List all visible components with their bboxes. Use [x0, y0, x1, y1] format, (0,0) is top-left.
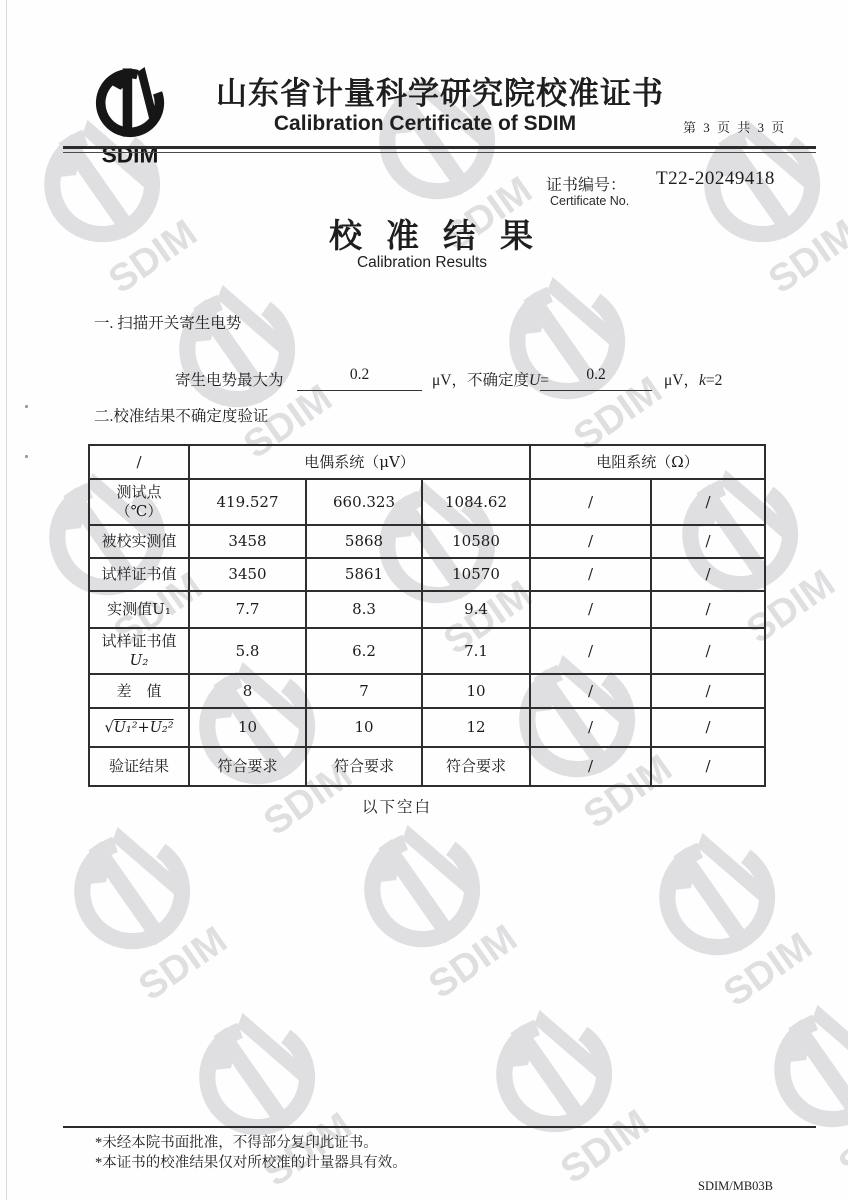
footer-rule: [63, 1126, 816, 1128]
below-blank-note: 以下空白: [361, 799, 432, 816]
cell: 10: [306, 708, 422, 747]
row-label: 验证结果: [89, 747, 189, 786]
cell: 12: [422, 708, 530, 747]
table-row: [89, 558, 765, 591]
equals-text: =: [540, 372, 549, 389]
table-row: [89, 479, 765, 525]
table-row: [89, 747, 765, 786]
cell: /: [530, 479, 651, 525]
cell: /: [651, 591, 765, 628]
header-rule-thin: [63, 152, 816, 153]
scan-speck: [25, 455, 28, 458]
k-symbol: k: [699, 372, 706, 389]
row-label-formula: √U₁²+U₂²: [89, 708, 189, 747]
unit-text: μV，不确定度: [432, 372, 530, 389]
verification-table: [88, 444, 766, 787]
equals-text: =2: [705, 372, 723, 389]
sdim-watermark-icon: [725, 961, 848, 1200]
row-label: 实测值U₁: [89, 591, 189, 628]
cell: 10: [422, 674, 530, 708]
cell: /: [651, 525, 765, 558]
footer-note-1: *未经本院书面批准，不得部分复印此证书。: [95, 1135, 378, 1151]
cell: 符合要求: [422, 747, 530, 786]
cell: 8.3: [306, 591, 422, 628]
cell: /: [651, 479, 765, 525]
certificate-no-value: T22-20249418: [656, 168, 775, 189]
cell: /: [530, 558, 651, 591]
cell: 6.2: [306, 628, 422, 674]
cell: /: [530, 747, 651, 786]
cell: /: [530, 525, 651, 558]
institute-title-cn: 山东省计量科学研究院校准证书: [216, 76, 664, 111]
sdim-watermark-icon: [610, 789, 840, 1028]
certificate-no-label-en: Certificate No.: [550, 194, 630, 208]
cell: 5861: [306, 558, 422, 591]
cell: 419.527: [189, 479, 306, 525]
cell: 7: [306, 674, 422, 708]
cell: 9.4: [422, 591, 530, 628]
form-number: SDIM/MB03B: [698, 1179, 774, 1193]
parasitic-emf-prefix: 寄生电势最大为: [175, 372, 284, 389]
uncertainty-value: 0.2: [540, 362, 652, 391]
institute-title-en: Calibration Certificate of SDIM: [273, 112, 577, 135]
cell: /: [651, 558, 765, 591]
sdim-logo-icon: [86, 56, 174, 166]
table-row: [89, 674, 765, 708]
row-label: 测试点 （℃）: [89, 479, 189, 525]
cell: /: [530, 708, 651, 747]
table-row: [89, 628, 765, 674]
cell: 1084.62: [422, 479, 530, 525]
header-cell-resistance: 电阻系统（Ω）: [530, 445, 765, 479]
cell: /: [651, 628, 765, 674]
section1-heading: 一. 扫描开关寄生电势: [94, 315, 242, 332]
scan-speck: [25, 405, 28, 408]
cell: 符合要求: [306, 747, 422, 786]
cell: /: [530, 591, 651, 628]
sdim-watermark-icon: [447, 966, 677, 1200]
section2-heading: 二.校准结果不确定度验证: [94, 408, 269, 425]
cell: /: [651, 708, 765, 747]
u-symbol: U: [529, 372, 541, 389]
page-number: 第 3 页 共 3 页: [683, 120, 787, 135]
header-cell-thermocouple: 电偶系统（μV）: [189, 445, 530, 479]
cell: /: [530, 628, 651, 674]
cell: 5.8: [189, 628, 306, 674]
results-title-en: Calibration Results: [356, 254, 488, 271]
cell: 3450: [189, 558, 306, 591]
uncertainty-label: [432, 368, 549, 390]
row-label: 试样证书值: [89, 558, 189, 591]
row-label: 试样证书值 U₂: [89, 628, 189, 674]
footer-note-2: *本证书的校准结果仅对所校准的计量器具有效。: [95, 1155, 407, 1171]
parasitic-emf-value: 0.2: [297, 362, 422, 391]
cell: 660.323: [306, 479, 422, 525]
table-row: [89, 525, 765, 558]
certificate-no-label-cn: 证书编号：: [546, 177, 627, 194]
header-cell: /: [89, 445, 189, 479]
cell: 符合要求: [189, 747, 306, 786]
table-row: [89, 708, 765, 747]
cell: /: [651, 674, 765, 708]
cell: 8: [189, 674, 306, 708]
cell: 5868: [306, 525, 422, 558]
cell: 7.7: [189, 591, 306, 628]
cell: /: [651, 747, 765, 786]
cell: 7.1: [422, 628, 530, 674]
cell: 3458: [189, 525, 306, 558]
table-header-row: [89, 445, 765, 479]
cell: /: [530, 674, 651, 708]
cell: 10580: [422, 525, 530, 558]
unit-text: μV，: [664, 372, 700, 389]
row-label: 被校实测值: [89, 525, 189, 558]
sdim-watermark-icon: [25, 783, 255, 1022]
cell: 10570: [422, 558, 530, 591]
results-title-cn: 校准结果: [329, 217, 557, 254]
coverage-factor-label: [664, 368, 722, 390]
table-row: [89, 591, 765, 628]
row-label: 差 值: [89, 674, 189, 708]
header-rule-thick: [63, 146, 816, 149]
cell: 10: [189, 708, 306, 747]
scan-edge-line: [6, 0, 7, 1200]
